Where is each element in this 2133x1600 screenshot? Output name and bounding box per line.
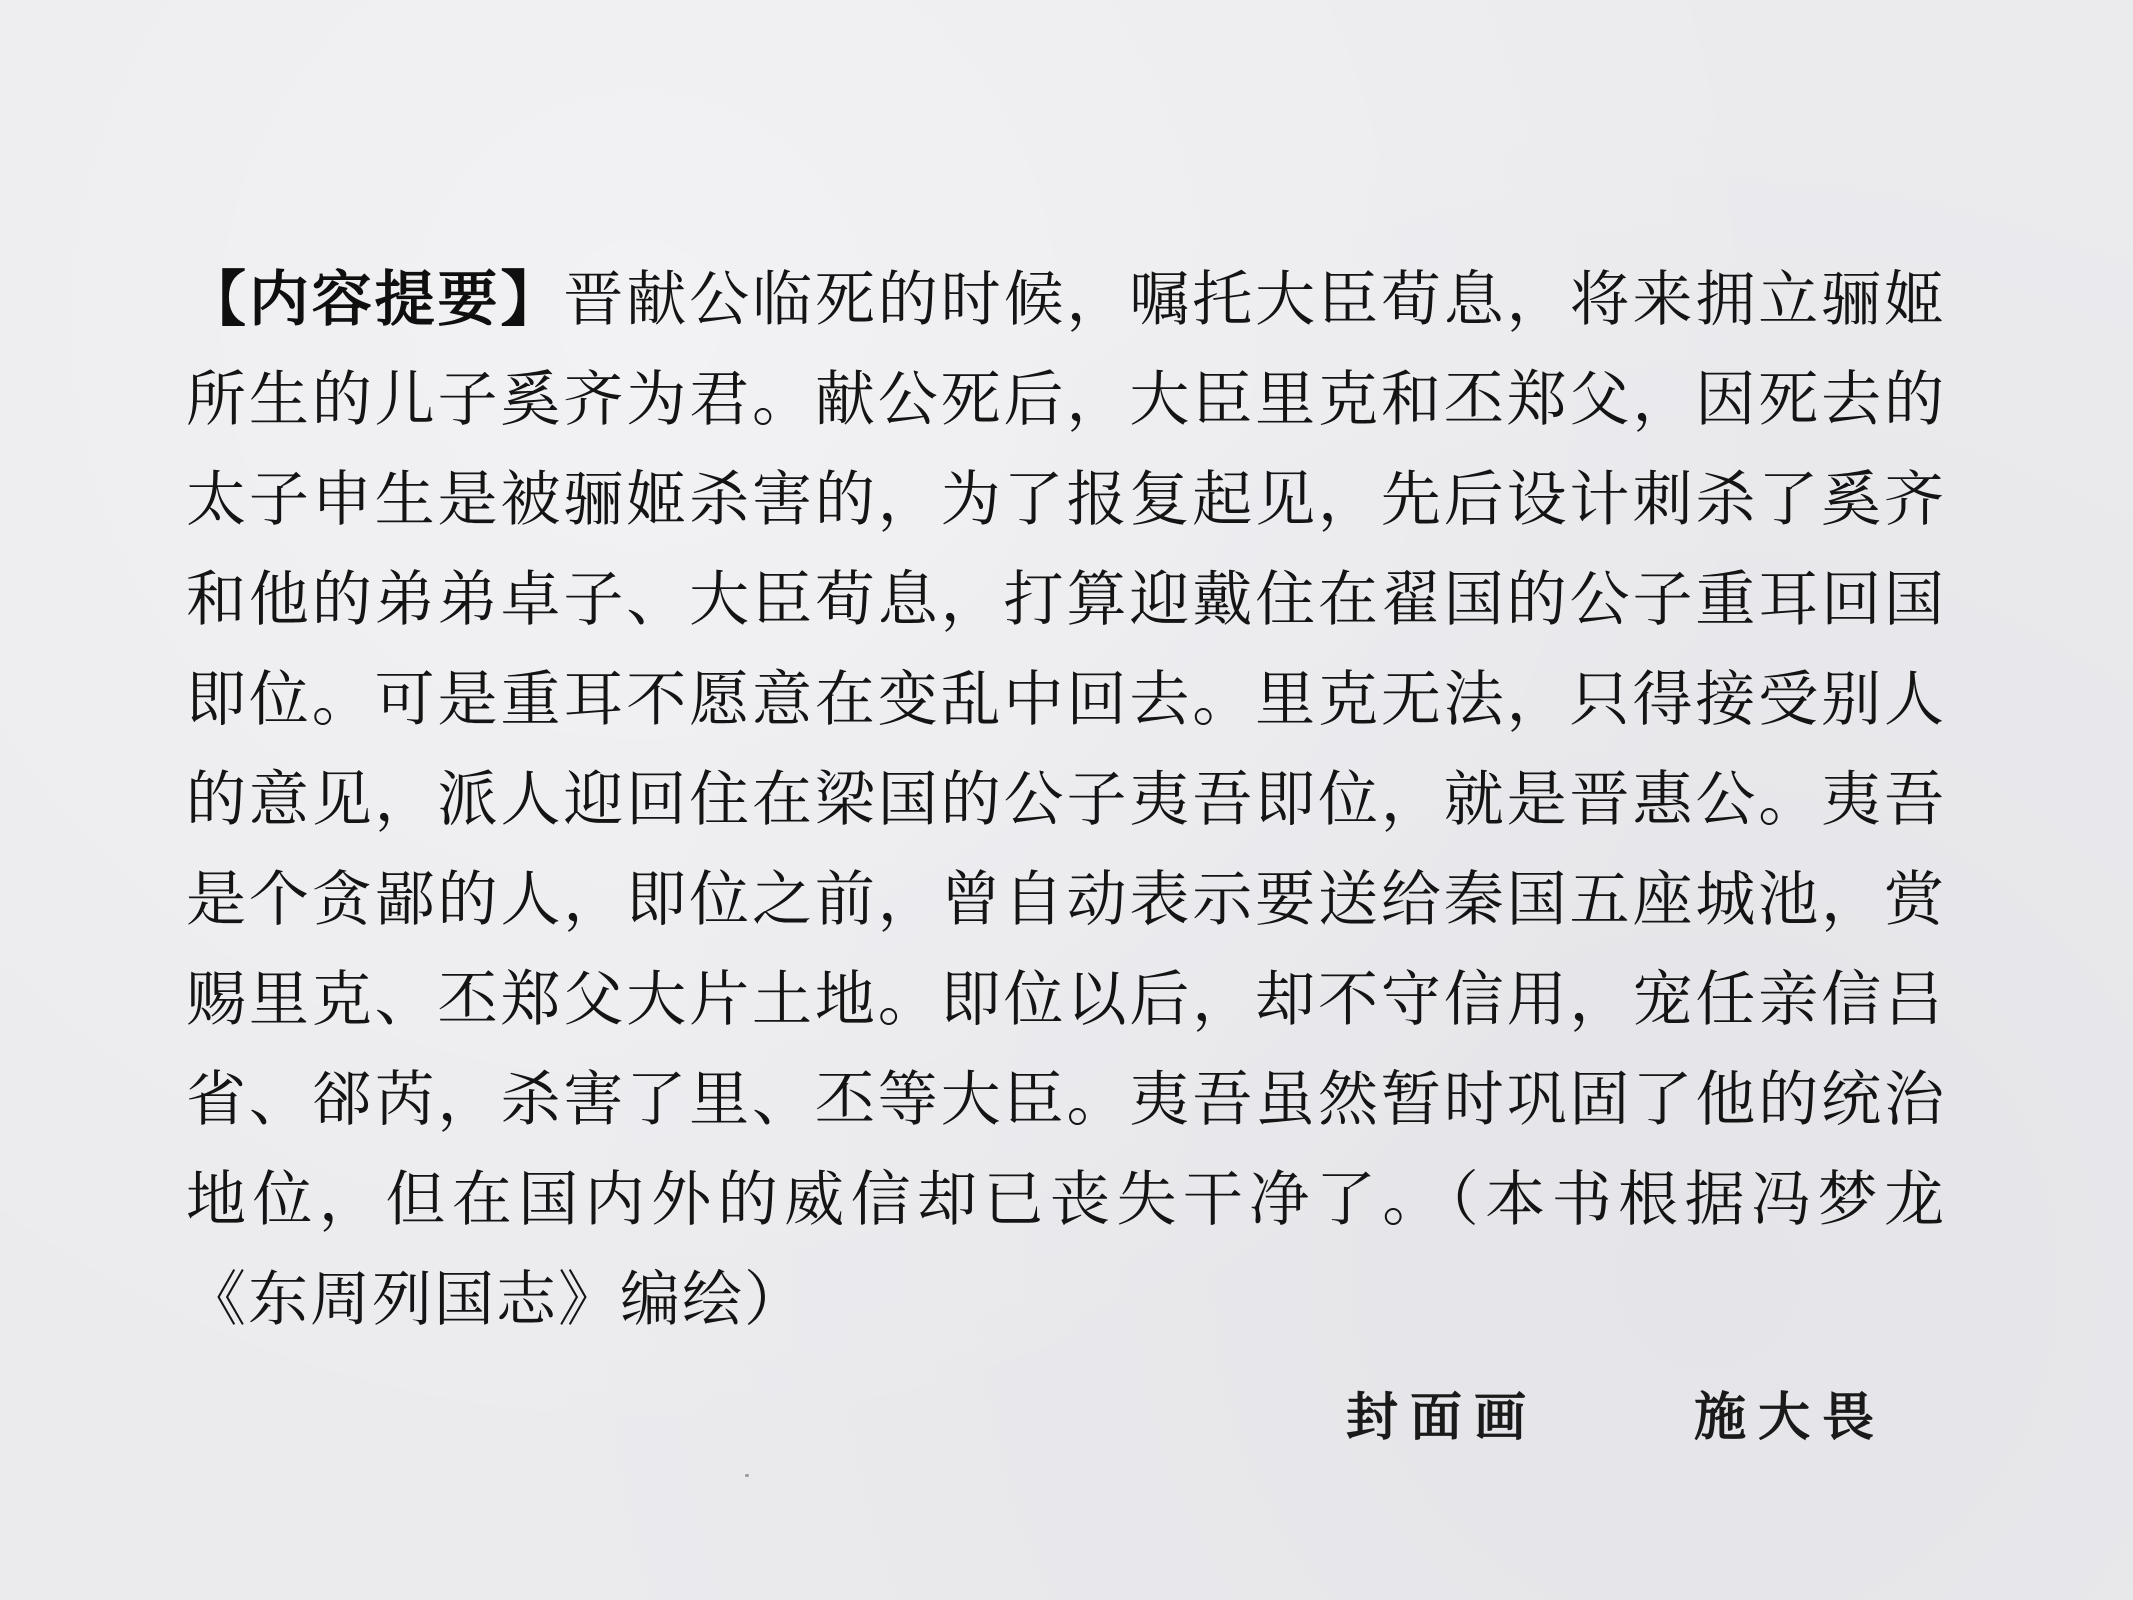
summary-body: 晋献公临死的时候，嘱托大臣荀息，将来拥立骊姬所生的儿子奚齐为君。献公死后，大臣里克和丕郑父，因死去的太子申生是被骊姬杀害的，为了报复起见，先后设计刺杀了奚齐和他的弟弟卓子、大臣荀息，打算迎戴住在翟国的公子重耳回国即位。可是重耳不愿意在变乱中回去。里克无法，只得接受别人的意见，派人迎回住在梁国的公子夷吾即位，就是晋惠公。夷吾是个贪鄙的人，即位之前，曾自动表示要送给秦国五座城池，赏赐里克、丕郑父大片土地。即位以后，却不守信用，宠任亲信吕省、郤芮，杀害了里、丕等大臣。夷吾虽然暂时巩固了他的统治地位，但在国内外的威信却已丧失干净了。（本书根据冯梦龙《东周列国志》编绘） [186,265,1947,1335]
content-summary [186,250,1946,1350]
cover-art-credit-artist: 施大畏 [1694,1387,1887,1448]
cover-art-credit-label: 封面画 [1346,1387,1539,1448]
paper-speck [745,1474,749,1477]
summary-heading: 【内容提要】 [186,265,564,335]
